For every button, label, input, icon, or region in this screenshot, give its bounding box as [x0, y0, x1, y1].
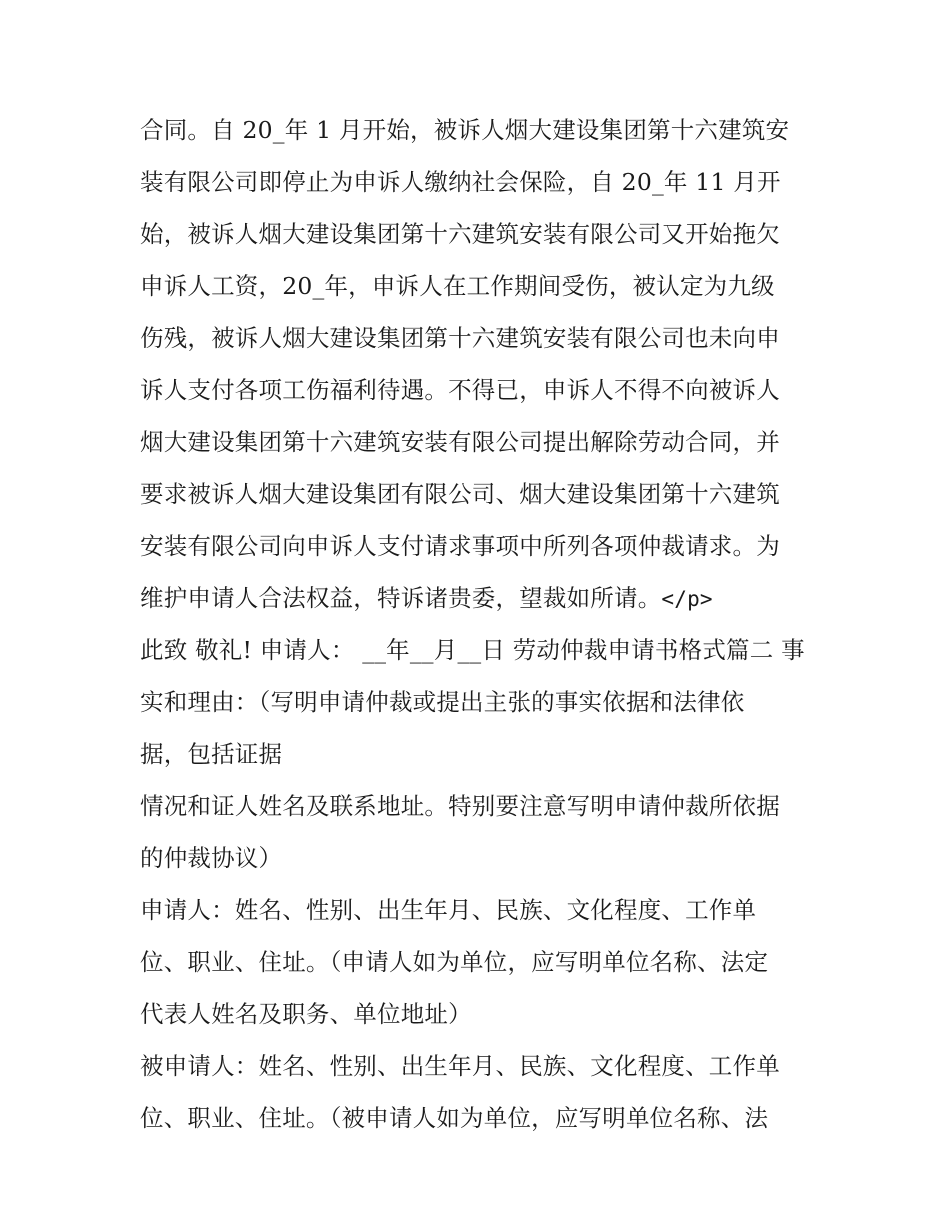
text-segment: 维护申请人合法权益，特诉诸贵委，望裁如所请。 — [140, 584, 662, 612]
text-line: 代表人姓名及职务、单位地址） — [140, 1000, 472, 1028]
text-line: 申诉人工资，20_年，申诉人在工作期间受伤，被认定为九级 — [140, 272, 775, 300]
text-line: 申请人：姓名、性别、出生年月、民族、文化程度、工作单 — [140, 896, 757, 924]
text-line: 位、职业、住址。（被申请人如为单位，应写明单位名称、法 — [140, 1104, 769, 1132]
text-line: 实和理由：（写明申请仲裁或提出主张的事实依据和法律依 — [140, 688, 745, 716]
text-line: 情况和证人姓名及联系地址。特别要注意写明申请仲裁所依据 — [140, 792, 780, 820]
text-line: 合同。自 20_年 1 月开始，被诉人烟大建设集团第十六建筑安 — [140, 116, 790, 144]
text-line: 伤残，被诉人烟大建设集团第十六建筑安装有限公司也未向申 — [140, 324, 780, 352]
text-line — [140, 572, 820, 624]
text-line: 位、职业、住址。（申请人如为单位，应写明单位名称、法定 — [140, 948, 769, 976]
text-line: 诉人支付各项工伤福利待遇。不得已，申诉人不得不向被诉人 — [140, 376, 780, 404]
text-line: 此致 敬礼! 申请人： __年__月__日 劳动仲裁申请书格式篇二 事 — [140, 636, 805, 664]
html-tag-fragment: </p> — [661, 587, 713, 611]
text-line: 要求被诉人烟大建设集团有限公司、烟大建设集团第十六建筑 — [140, 480, 780, 508]
text-line: 的仲裁协议） — [140, 844, 283, 872]
text-line: 装有限公司即停止为申诉人缴纳社会保险，自 20_年 11 月开 — [140, 168, 781, 196]
text-line: 烟大建设集团第十六建筑安装有限公司提出解除劳动合同，并 — [140, 428, 780, 456]
text-line: 被申请人：姓名、性别、出生年月、民族、文化程度、工作单 — [140, 1052, 780, 1080]
text-line: 据，包括证据 — [140, 740, 283, 768]
text-line: 安装有限公司向申诉人支付请求事项中所列各项仲裁请求。为 — [140, 532, 780, 560]
document-body — [140, 104, 820, 1144]
text-line: 始，被诉人烟大建设集团第十六建筑安装有限公司又开始拖欠 — [140, 220, 780, 248]
